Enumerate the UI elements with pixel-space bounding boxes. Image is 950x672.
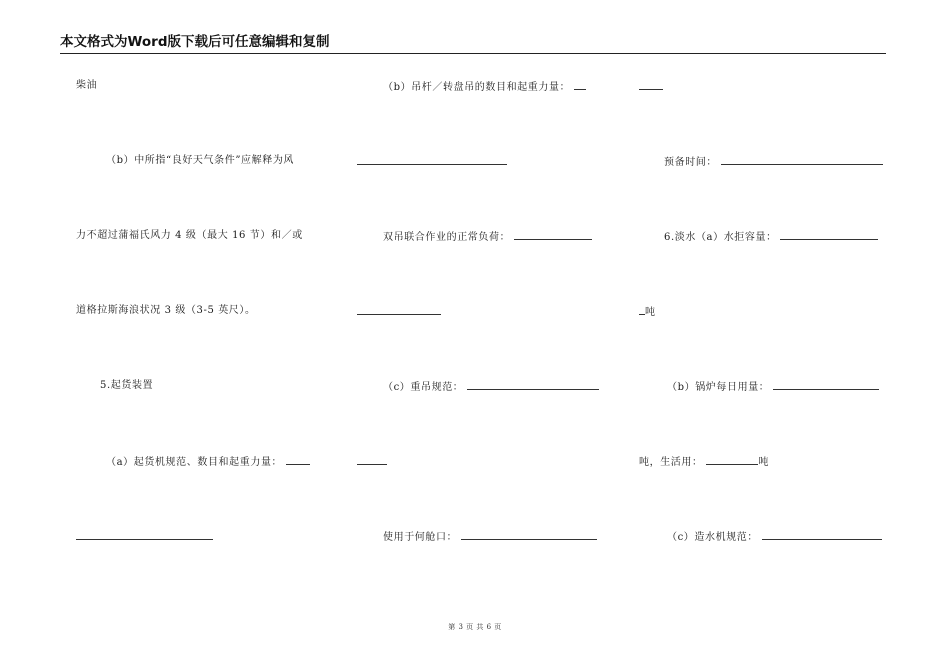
header-title: 本文格式为Word版下载后可任意编辑和复制	[60, 34, 330, 50]
col2-blank-1[interactable]	[574, 79, 586, 90]
col1-blank-6[interactable]	[286, 454, 310, 465]
col1-text-1: 柴油	[76, 80, 98, 91]
col3-text-4: 吨	[645, 307, 656, 318]
col2-blank-7[interactable]	[461, 529, 597, 540]
col3-line-7	[667, 529, 882, 545]
col2-line-4	[357, 304, 441, 320]
col3-line-3	[664, 229, 878, 245]
col3-text-2: 预备时间：	[664, 157, 717, 168]
col3-text-5: （b）锅炉每日用量：	[667, 382, 770, 393]
col1-line-2	[106, 154, 294, 168]
col1-text-3: 力不超过蒲福氏风力 4 级（最大 16 节）和／或	[76, 230, 303, 241]
col2-line-7	[383, 529, 597, 545]
col3-line-1	[639, 79, 663, 95]
col3-blank-3[interactable]	[780, 229, 878, 240]
col3-blank-7[interactable]	[762, 529, 882, 540]
col2-text-7: 使用于何舱口：	[383, 532, 458, 543]
col2-line-2	[357, 154, 507, 170]
page-footer	[0, 622, 950, 632]
col2-blank-5[interactable]	[467, 379, 599, 390]
col2-text-1: （b）吊杆／转盘吊的数目和起重力量：	[383, 82, 571, 93]
col2-blank-4[interactable]	[357, 304, 441, 315]
col2-blank-6[interactable]	[357, 454, 387, 465]
col3-blank-1[interactable]	[639, 79, 663, 90]
col1-blank-7[interactable]	[76, 529, 213, 540]
col2-line-6	[357, 454, 387, 470]
col3-line-4	[639, 304, 656, 320]
col3-line-6	[639, 454, 769, 470]
col1-line-1	[76, 79, 97, 93]
col2-line-1	[383, 79, 586, 95]
col3-blank-2[interactable]	[721, 154, 883, 165]
col3-blank-5[interactable]	[773, 379, 879, 390]
col3-text-3: 6.淡水（a）水拒容量：	[664, 232, 777, 243]
col1-text-4: 道格拉斯海浪状况 3 级（3-5 英尺）。	[76, 305, 256, 316]
col3-blank-6[interactable]	[706, 454, 758, 465]
col2-text-3: 双吊联合作业的正常负荷：	[383, 232, 511, 243]
col2-line-3	[383, 229, 592, 245]
page-number: 第 3 页 共 6 页	[448, 623, 502, 631]
col1-line-5	[100, 379, 153, 393]
col3-text-7: （c）造水机规范：	[667, 532, 759, 543]
col1-text-5: 5.起货装置	[100, 380, 154, 391]
col1-line-4	[76, 304, 256, 318]
col1-text-2: （b）中所指“良好天气条件”应解释为风	[106, 155, 295, 166]
col1-text-6: （a）起货机规范、数目和起重力量：	[106, 457, 283, 468]
col3-text-6b: 吨	[758, 457, 769, 468]
col2-blank-3[interactable]	[514, 229, 592, 240]
col2-blank-2[interactable]	[357, 154, 507, 165]
col3-text-6a: 吨，生活用：	[639, 457, 703, 468]
col1-line-6	[106, 454, 310, 470]
col1-line-3	[76, 229, 303, 243]
col3-line-5	[667, 379, 879, 395]
col1-line-7	[76, 529, 213, 545]
col2-text-5: （c）重吊规范：	[383, 382, 464, 393]
col2-line-5	[383, 379, 599, 395]
page-header	[60, 34, 886, 54]
col3-line-2	[664, 154, 883, 170]
